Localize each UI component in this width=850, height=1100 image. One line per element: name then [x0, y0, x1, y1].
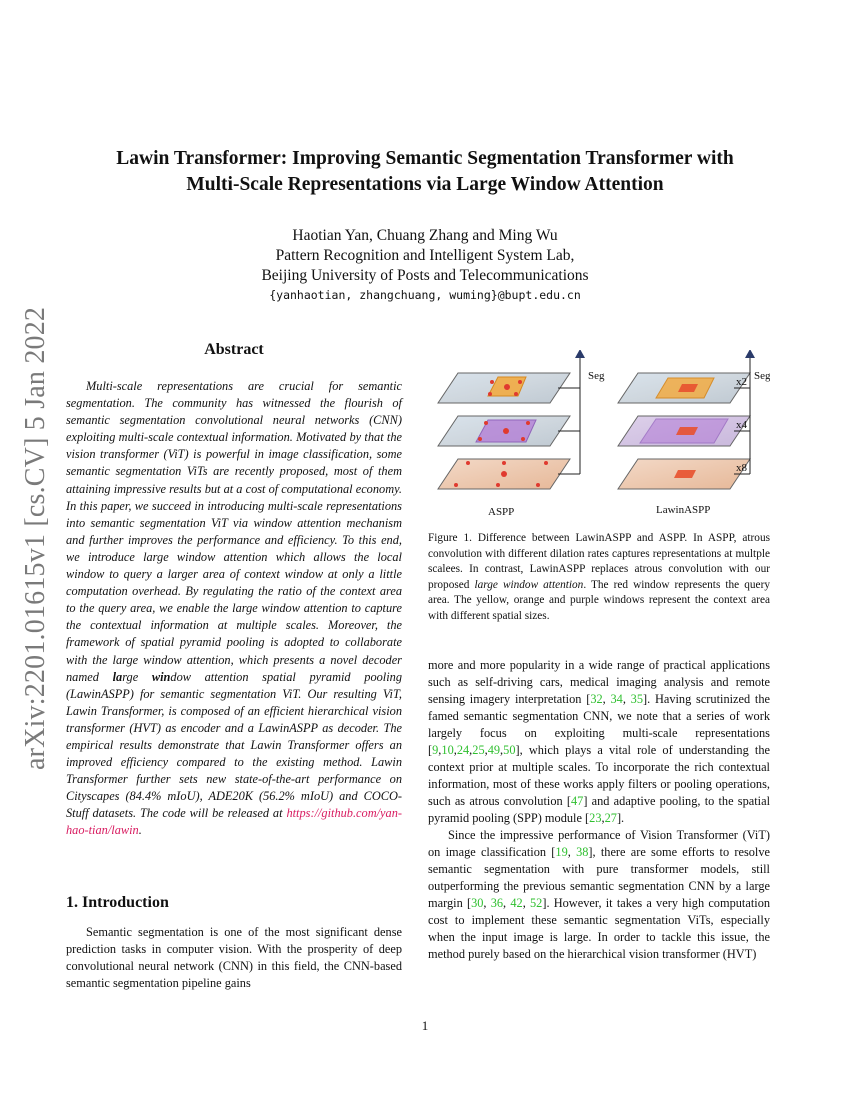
aspp-layer-middle: [438, 416, 570, 446]
sep: ,: [503, 896, 511, 910]
caption-italic: large window attention: [474, 578, 584, 591]
citation[interactable]: 36: [490, 896, 504, 910]
citation[interactable]: 19: [555, 845, 568, 859]
abstract-bold-la: la: [112, 669, 123, 684]
citation[interactable]: 9: [432, 743, 439, 757]
p1-d: ], which plays a vital role of understanding the context prior at multiple scales. To incorporate the rich contextual information, most of these works apply filters or pooling operations, such as atrous convolution [: [428, 743, 770, 808]
citation[interactable]: 23: [589, 811, 602, 825]
citation[interactable]: 30: [471, 896, 484, 910]
sep: ,: [453, 743, 457, 757]
sep: ,: [522, 896, 530, 910]
sep: ,: [483, 896, 491, 910]
title-line-1: Lawin Transformer: Improving Semantic Segmentation Transformer with: [116, 148, 734, 169]
lawin-x8-label: x8: [736, 462, 747, 474]
sep: ,: [438, 743, 442, 757]
lawinaspp-label: LawinASPP: [656, 504, 711, 516]
citation[interactable]: 32: [590, 692, 603, 706]
p2-c: ]. However, it takes a very high computation cost to implement these semantic segmentation ViTs, especially when the input image is large. In order to tackle this issue, the method purely based on the hierarchical vision transformer (HVT): [428, 896, 771, 961]
aspp-layer-top: [438, 373, 570, 403]
lawin-layer-bottom: [618, 459, 750, 489]
abstract-end: .: [138, 823, 142, 838]
abstract-text: [66, 378, 402, 840]
lawin-layer-top: [618, 373, 750, 403]
figure-1-caption: [428, 531, 770, 625]
citation[interactable]: 10: [441, 743, 454, 757]
introduction-heading: 1. Introduction: [66, 894, 169, 911]
citation[interactable]: 35: [630, 692, 643, 706]
affiliation-university: Beijing University of Posts and Telecommunications: [261, 267, 589, 284]
citation[interactable]: 50: [503, 743, 516, 757]
citation[interactable]: 52: [529, 896, 543, 910]
sep: ,: [601, 811, 605, 825]
right-column-text: [428, 657, 770, 963]
lawinaspp-stack: [618, 350, 770, 516]
paragraph-vit: [428, 827, 770, 963]
citation[interactable]: 49: [487, 743, 501, 757]
lawin-arrow-head: [745, 350, 755, 358]
aspp-seg-label: Seg: [588, 370, 605, 382]
author-emails: {yanhaotian, zhangchuang, wuming}@bupt.edu.cn: [269, 288, 581, 302]
introduction-text: Semantic segmentation is one of the most significant dense prediction tasks in computer vision. With the prosperity of deep convolutional neural network (CNN) in this field, the CNN-based semantic segmentation pipeline gains: [66, 925, 402, 990]
p2-b: ], there are some efforts to resolve semantic segmentation with pure transformer models, still outperforming the previous semantic segmentation CNN by a large margin [: [428, 845, 771, 910]
sep: ,: [602, 692, 611, 706]
caption-part-a: Figure 1. Difference between LawinASPP and ASPP. In ASPP, atrous convolution with different dilation rates captures representations at multple scalees. In contrast, LawinASPP replaces atrous convolution with our proposed: [428, 532, 770, 591]
p1-b: ]. Having scrutinized the famed semantic segmentation CNN, we note that a series of work largely focus on exploiting multi-scale representations [: [428, 692, 770, 757]
aspp-stack: [438, 350, 605, 518]
author-block: [150, 226, 700, 286]
citation[interactable]: 34: [610, 692, 623, 706]
p1-e: ] and adaptive pooling, to the spatial pyramid pooling (SPP) module [: [428, 794, 771, 825]
citation[interactable]: 42: [510, 896, 523, 910]
aspp-arrow-head: [575, 350, 585, 358]
sep: ,: [484, 743, 488, 757]
abstract-bold-win: win: [151, 669, 171, 684]
abstract-heading: Abstract: [204, 341, 264, 358]
abstract-part-a: Multi-scale representations are crucial for semantic segmentation. The community has witnessed the flourish of semantic segmentation convolutional neural networks (CNN) exploiting multi-scale contextual information. Motivated by that the vision transformer (ViT) is powerful in image classification, some semantic segmentation ViTs are recently proposed, most of them attaining impressive results but at a cost of computational economy. In this paper, we succeed in introducing multi-scale representations into semantic segmentation ViT via window attention mechanism and further improves the performance and efficiency. To this end, we introduce large window attention which allows the local window to query a larger area of context window at only a little computation overhead. By regulating the ratio of the context area to the query area, we enable the large window attention to capture the contextual information at multiple scales. Moreover, the framework of spatial pyramid pooling is adopted to collaborate with the large window attention, which presents a novel decoder named: [66, 379, 402, 684]
paper-title: [60, 146, 790, 198]
arxiv-identifier: arXiv:2201.01615v1 [cs.CV] 5 Jan 2022: [20, 306, 51, 770]
sep: ,: [500, 743, 504, 757]
p1-a: more and more popularity in a wide range of practical applications such as self-driving cars, medical imaging analysis and remote sensing imagery interpretation [: [428, 658, 770, 706]
citation[interactable]: 47: [570, 794, 584, 808]
citation[interactable]: 27: [604, 811, 617, 825]
citation[interactable]: 38: [576, 845, 589, 859]
page-number: 1: [421, 1018, 429, 1033]
title-line-2: Multi-Scale Representations via Large Window Attention: [186, 174, 664, 195]
caption-part-b: . The red window represents the query area. The yellow, orange and purple windows represent the context area with different spatial sizes.: [428, 578, 770, 622]
paragraph-multiscale: [428, 657, 770, 827]
abstract-part-b: dow attention spatial pyramid pooling (LawinASPP) for semantic segmentation ViT. Our resulting ViT, Lawin Transformer, is composed of an efficient hierarchical vision transformer (HVT) as encoder and a LawinASPP as decoder. The empirical results demonstrate that Lawin Transformer offers an improved efficiency compared to the existing method. Lawin Transformer further sets new state-of-the-art performance on Cityscapes (84.4% mIoU), ADE20K (56.2% mIoU) and COCO-Stuff datasets. The code will be released at: [66, 669, 402, 821]
p1-f: ].: [616, 811, 625, 825]
affiliation-lab: Pattern Recognition and Intelligent System Lab,: [275, 247, 575, 264]
lawin-seg-label: Seg: [754, 370, 770, 382]
aspp-label: ASPP: [488, 506, 515, 518]
figure-1: [428, 350, 770, 525]
citation[interactable]: 25: [472, 743, 485, 757]
sep: ,: [567, 845, 577, 859]
authors: Haotian Yan, Chuang Zhang and Ming Wu: [292, 227, 558, 244]
sep: ,: [622, 692, 631, 706]
p2-a: Since the impressive performance of Vision Transformer (ViT) on image classification [: [428, 828, 770, 859]
lawin-x4-label: x4: [736, 419, 747, 431]
sep: ,: [469, 743, 473, 757]
aspp-layer-bottom: [438, 459, 570, 489]
abstract-part-rge: rge: [122, 669, 152, 684]
citation[interactable]: 24: [456, 743, 470, 757]
lawin-layer-middle: [618, 416, 750, 446]
code-link[interactable]: https://github.com/yan-hao-tian/lawin: [66, 806, 402, 838]
lawin-x2-label: x2: [736, 376, 747, 388]
